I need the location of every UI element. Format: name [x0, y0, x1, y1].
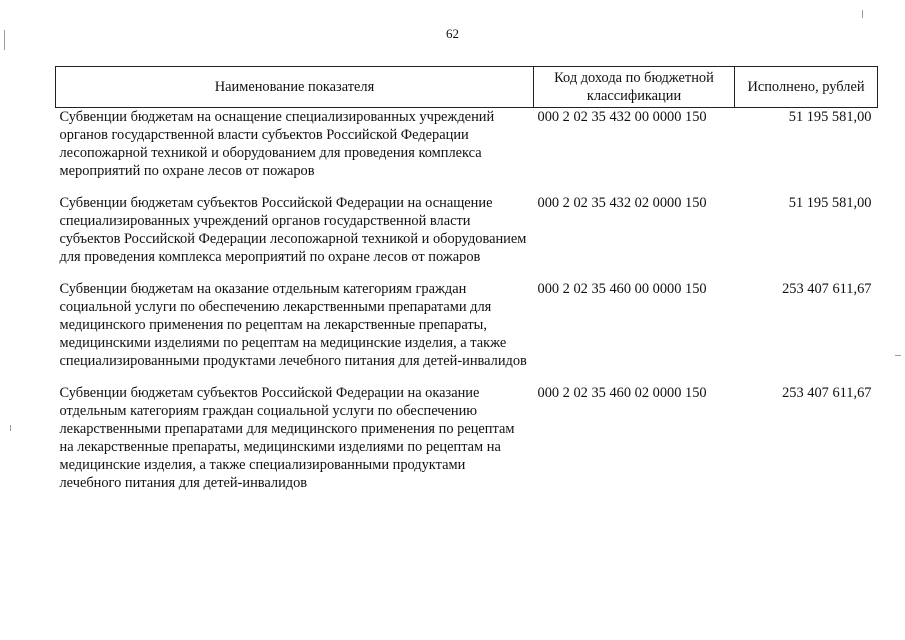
table-row [56, 194, 878, 280]
row-code: 000 2 02 35 432 00 0000 150 [537, 109, 707, 125]
row-name: Субвенции бюджетам субъектов Российской Федерации на оснащение специализированных учреждений органов государственной власти субъектов Российской Федерации лесопожарной техникой и оборудованием для проведения комплекса мероприятий по охране лесов от пожаров [59, 195, 527, 265]
header-code: Код дохода по бюджетной классификации [534, 67, 735, 108]
row-code: 000 2 02 35 460 02 0000 150 [537, 385, 707, 401]
scan-mark [4, 30, 5, 50]
row-amount: 51 195 581,00 [788, 109, 872, 125]
budget-income-table [55, 66, 878, 506]
table-header-row [56, 67, 878, 108]
row-amount: 253 407 611,67 [782, 385, 872, 401]
table-row [56, 384, 878, 506]
row-amount: 51 195 581,00 [788, 195, 872, 211]
scan-mark [895, 355, 901, 356]
row-name: Субвенции бюджетам на оснащение специализированных учреждений органов государственной власти субъектов Российской Федерации лесопожарной техникой и оборудованием для проведения комплекса мероприятий по охране лесов от пожаров [59, 109, 495, 179]
scan-mark [10, 425, 11, 431]
table-row [56, 108, 878, 195]
row-name: Субвенции бюджетам на оказание отдельным категориям граждан социальной услуги по обеспечению лекарственными препаратами для медицинского применения по рецептам на лекарственные препараты, медицинскими изделиями по рецептам на медицинские изделия, а также специализированными продуктами лечебного питания для детей-инвалидов [59, 281, 527, 369]
header-name: Наименование показателя [56, 67, 534, 108]
row-amount: 253 407 611,67 [782, 281, 872, 297]
page-number: 62 [446, 26, 459, 41]
table-row [56, 280, 878, 384]
scan-mark [862, 10, 863, 18]
row-code: 000 2 02 35 432 02 0000 150 [537, 195, 707, 211]
row-code: 000 2 02 35 460 00 0000 150 [537, 281, 707, 297]
header-amount: Исполнено, рублей [735, 67, 878, 108]
row-name: Субвенции бюджетам субъектов Российской Федерации на оказание отдельным категориям граждан социальной услуги по обеспечению лекарственными препаратами для медицинского применения по рецептам на лекарственные препараты, медицинскими изделиями по рецептам на медицинские изделия, а также специализированными продуктами лечебного питания для детей-инвалидов [59, 385, 515, 491]
